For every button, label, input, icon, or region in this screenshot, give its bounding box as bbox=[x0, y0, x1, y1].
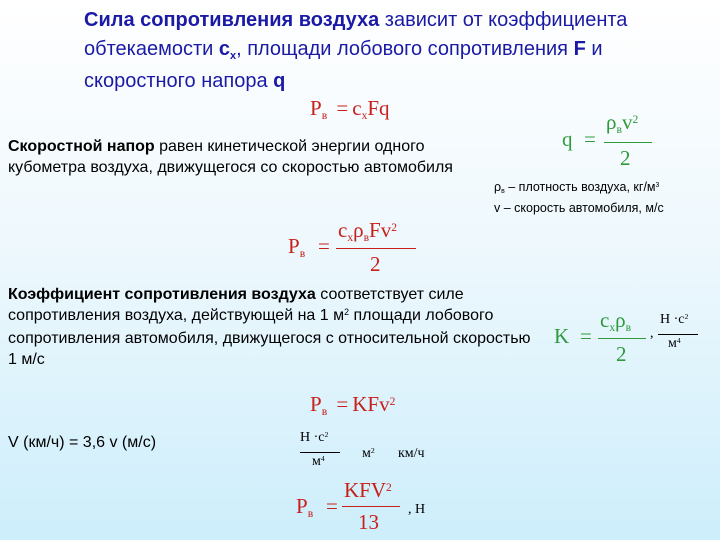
formula-pv-cxrhofv: Pв = cxρвFv$^2$ 2 bbox=[288, 218, 438, 280]
heading-text-2: , площади лобового сопротивления bbox=[236, 38, 574, 60]
heading-bold: Сила сопротивления воздуха bbox=[84, 9, 380, 31]
heading-q: q bbox=[273, 70, 286, 92]
formula-pv-kfv-13: Pв = $KFV^2$ 13 , Н bbox=[296, 478, 426, 534]
formula-pv-cxfq: Pв = cxFq bbox=[310, 96, 390, 123]
legend bbox=[494, 178, 718, 218]
speed-conversion: V (км/ч) = 3,6 v (м/с) bbox=[8, 434, 157, 451]
heading bbox=[84, 6, 684, 96]
formula-pv-kfv: Pв = KFv$^2$ bbox=[310, 392, 396, 419]
formula-q: q = ρвv$^2$ 2 bbox=[562, 110, 682, 180]
heading-F: F bbox=[573, 38, 586, 60]
legend-rho: ρв – плотность воздуха, $кг/м^3$ bbox=[494, 180, 660, 196]
units-above: $Н \cdot с^2$ $м^4$ $м^2$ км/ч bbox=[300, 429, 425, 469]
heading-text-3: и скоростного напора bbox=[84, 38, 603, 92]
legend-v: v – скорость автомобиля, м/с bbox=[494, 201, 664, 215]
formula-K: K = cxρв 2 , $Н \cdot с^2$ $м^4$ bbox=[554, 308, 714, 374]
paragraph-drag-coefficient: Коэффициент сопротивления воздуха соответствует силе сопротивления воздуха, действующей на 1 $м^2$ площади лобового сопротивления автомобиля, движущегося с относительной скоростью 1 м/с bbox=[8, 286, 531, 368]
paragraph-dynamic-pressure: Скоростной напор равен кинетической энергии одного кубометра воздуха, движущегося со скоростью автомобиля bbox=[8, 138, 453, 176]
heading-text-1: зависит от коэффициента обтекаемости bbox=[84, 9, 628, 60]
heading-cx: cx bbox=[218, 38, 237, 62]
